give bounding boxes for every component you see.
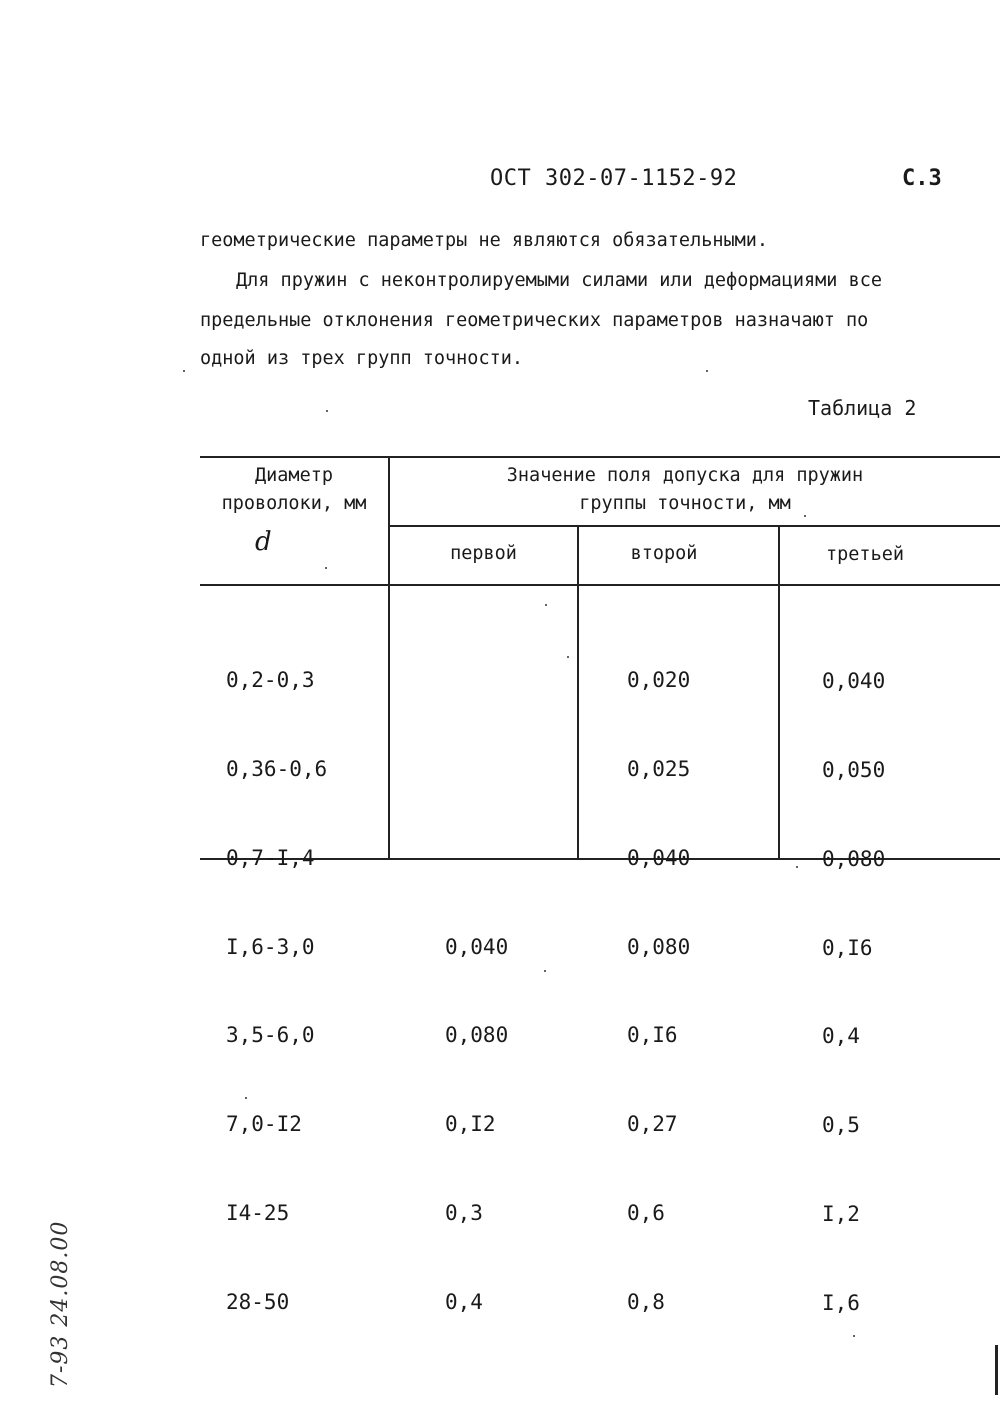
column-third — [822, 608, 885, 1377]
body-text-line: Для пружин с неконтролируемыми силами или деформациями все — [236, 270, 883, 291]
scan-speck — [804, 515, 806, 517]
header-diameter — [200, 462, 388, 518]
table-column-divider — [778, 526, 780, 860]
table-cell — [445, 844, 508, 874]
body-text-line: предельные отклонения геометрических параметров назначают по — [200, 310, 869, 331]
table-cell: 0,27 — [627, 1112, 678, 1137]
table-cell: 0,2-0,3 — [226, 668, 315, 693]
table-cell: 28-50 — [226, 1289, 290, 1314]
header-tolerance-group — [390, 462, 980, 518]
header-diameter-line2: проволоки, мм — [221, 493, 367, 514]
body-text-line: геометрические параметры не являются обязательными. — [200, 230, 769, 251]
column-first — [445, 607, 508, 1376]
table-cell — [445, 755, 508, 785]
handwritten-margin-note: 7-93 24.08.00 — [48, 1220, 73, 1388]
column-diameter — [226, 607, 327, 1376]
table-cell: I,2 — [822, 1201, 860, 1226]
header-diameter-line1: Диаметр — [255, 465, 333, 486]
scan-speck — [325, 567, 327, 569]
table-cell: 0,5 — [822, 1113, 860, 1138]
table-cell: 0,I6 — [627, 1023, 678, 1048]
document-code: ОСТ 302-07-1152-92 — [490, 166, 738, 191]
table-cell: 0,025 — [627, 756, 691, 781]
page-number: С.3 — [902, 166, 942, 191]
header-group-line2: группы точности, мм — [579, 493, 791, 514]
table-top-rule — [200, 456, 1000, 458]
table-cell: I,6-3,0 — [226, 934, 315, 959]
scan-speck — [853, 1335, 855, 1337]
scan-speck — [545, 604, 547, 606]
column-second — [627, 607, 690, 1376]
table-cell: 0,6 — [627, 1200, 665, 1225]
scan-speck — [706, 370, 708, 372]
table-cell: 0,8 — [627, 1289, 665, 1314]
table-cell: 0,080 — [822, 846, 886, 871]
table-cell: 3,5-6,0 — [226, 1023, 315, 1048]
diameter-symbol: d — [255, 527, 272, 557]
table-cell: 0,I6 — [822, 935, 873, 960]
header-second-group: второй — [630, 543, 698, 564]
table-cell: 0,040 — [822, 669, 886, 694]
header-first-group: первой — [450, 543, 517, 564]
scan-speck — [183, 370, 185, 372]
table-header-bottom-rule — [200, 584, 1000, 586]
table-cell — [445, 666, 508, 696]
table-cell: 0,080 — [627, 934, 691, 959]
scan-speck — [567, 656, 569, 658]
scan-speck — [796, 866, 798, 868]
scan-speck — [544, 970, 546, 972]
table-subheader-rule — [390, 525, 1000, 527]
table-cell: 0,040 — [445, 934, 509, 959]
table-cell: 0,36-0,6 — [226, 756, 328, 781]
table-cell: 0,3 — [445, 1200, 483, 1225]
table-cell: I4-25 — [226, 1200, 290, 1225]
table-cell: 0,050 — [822, 757, 886, 782]
table-cell: 0,040 — [627, 845, 691, 870]
header-group-line1: Значение поля допуска для пружин — [506, 465, 864, 486]
body-text-line: одной из трех групп точности. — [200, 348, 524, 369]
table-cell: 0,080 — [445, 1023, 509, 1048]
table-cell: 0,020 — [627, 668, 691, 693]
scan-edge-mark — [995, 1345, 998, 1395]
table-cell: 0,I2 — [445, 1112, 496, 1137]
table-column-divider — [577, 526, 579, 860]
header-third-group: третьей — [826, 544, 904, 565]
table-cell: 0,7-I,4 — [226, 845, 315, 870]
table-cell: I,6 — [822, 1290, 860, 1315]
table-caption: Таблица 2 — [808, 396, 917, 420]
table-cell: 7,0-I2 — [226, 1112, 302, 1137]
table-cell: 0,4 — [445, 1289, 483, 1314]
scan-speck — [326, 410, 328, 412]
table-cell: 0,4 — [822, 1024, 860, 1049]
scan-speck — [245, 1097, 247, 1099]
